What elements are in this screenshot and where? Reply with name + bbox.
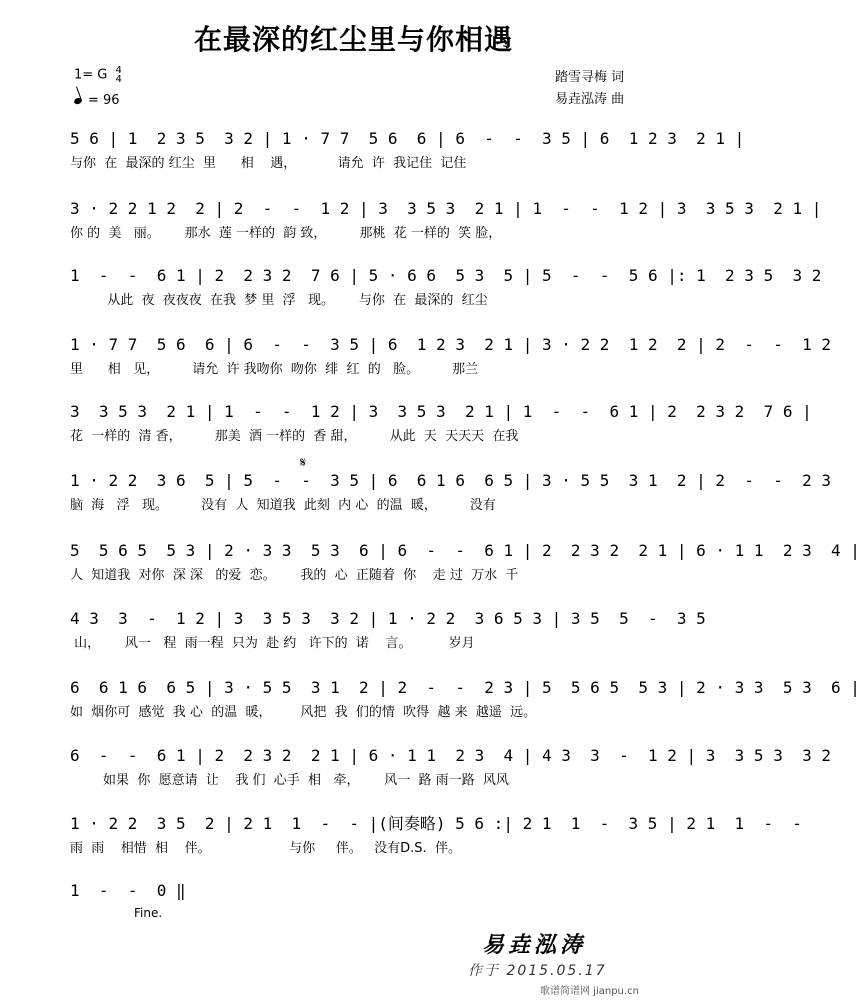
notes-line: 5 5 6 5 5 3 | 2 · 3 3 5 3 6 | 6 - - 6 1 | 2 2 3 2 2 1 | 6 · 1 1 2 3 4 |	[70, 541, 860, 560]
lyrics-line: 里 相 见， 请允 许 我吻你 吻你 绯 红 的 脸。 那兰	[70, 362, 479, 377]
score-system	[70, 677, 860, 747]
notes-line: 1 - - 0 ‖	[70, 881, 186, 900]
signature-name: 易垚泓涛	[482, 933, 587, 958]
lyrics-line: 你 的 美 丽。 那水 莲 一样的 韵 致， 那桃 花 一样的 笑 脸，	[70, 226, 502, 241]
lyrics-line: 花 一样的 清 香， 那美 酒 一样的 香 甜， 从此 天 天天天 在我	[70, 429, 519, 444]
key-label: 1= G	[74, 67, 108, 83]
lyrics-line: 脑 海 浮 现。 没有 人 知道我 此刻 内 心 的温 暖， 没有	[70, 498, 496, 513]
composer: 易垚泓涛 曲	[555, 92, 625, 107]
lyricist: 踏雪寻梅 词	[555, 70, 625, 85]
key-signature	[74, 66, 122, 84]
lyrics-line: 人 知道我 对你 深 深 的爱 恋。 我的 心 正随着 你 走 过 万水 千	[70, 568, 519, 583]
watermark: 歌谱简谱网 jianpu.cn	[540, 986, 639, 997]
notes-line: 1 - - 6 1 | 2 2 3 2 7 6 | 5 · 6 6 5 3 5 | 5 - - 5 6 |: 1 2 3 5 3 2	[70, 266, 822, 285]
signature-date: 作于 2015.05.17	[468, 963, 607, 979]
score-system	[70, 540, 860, 610]
notes-line: 4 3 3 - 1 2 | 3 3 5 3 3 2 | 1 · 2 2 3 6 5 3 | 3 5 5 - 3 5	[70, 609, 706, 628]
lyrics-line: 与你 在 最深的 红尘 里 相 遇， 请允 许 我记住 记住	[70, 156, 467, 171]
segno-icon: 𝄋	[300, 455, 307, 471]
notes-line: 5 6 | 1 2 3 5 3 2 | 1 · 7 7 5 6 6 | 6 - - 3 5 | 6 1 2 3 2 1 |	[70, 129, 745, 148]
notes-line: 6 6 1 6 6 5 | 3 · 5 5 3 1 2 | 2 - - 2 3 | 5 5 6 5 5 3 | 2 · 3 3 5 3 6 |	[70, 678, 860, 697]
score-system	[70, 128, 745, 198]
tempo	[74, 93, 120, 108]
lyrics-line: 雨 雨 相惜 相 伴。 与你 伴。 没有D.S. 伴。	[70, 841, 461, 856]
score-system	[70, 401, 812, 471]
page-title: 在最深的红尘里与你相遇	[193, 23, 513, 56]
lyrics-line: 如果 你 愿意请 让 我 们 心手 相 牵， 风一 路 雨一路 风风	[70, 773, 509, 788]
score-system	[70, 265, 822, 335]
notes-line: 1 · 7 7 5 6 6 | 6 - - 3 5 | 6 1 2 3 2 1 | 3 · 2 2 1 2 2 | 2 - - 1 2	[70, 335, 831, 354]
lyrics-line: 如 烟你可 感觉 我 心 的温 暖， 风把 我 们的情 吹得 越 来 越遥 远。	[70, 705, 537, 720]
notes-line: 3 · 2 2 1 2 2 | 2 - - 1 2 | 3 3 5 3 2 1 | 1 - - 1 2 | 3 3 5 3 2 1 |	[70, 199, 822, 218]
score-system	[70, 198, 822, 268]
score-system	[70, 608, 706, 678]
notes-line: 3 3 5 3 2 1 | 1 - - 1 2 | 3 3 5 3 2 1 | 1 - - 6 1 | 2 2 3 2 7 6 |	[70, 402, 812, 421]
tempo-value: = 96	[88, 93, 120, 108]
fine-mark: Fine.	[134, 906, 163, 920]
lyrics-line: 从此 夜 夜夜夜 在我 梦 里 浮 现。 与你 在 最深的 红尘	[70, 293, 488, 308]
notes-line: 1 · 2 2 3 5 2 | 2 1 1 - - |(间奏略) 5 6 :| 2 1 1 - 3 5 | 2 1 1 - -	[70, 814, 802, 833]
time-num: 4	[115, 65, 122, 76]
score-system	[70, 470, 831, 540]
score-system	[70, 745, 831, 815]
notes-line: 6 - - 6 1 | 2 2 3 2 2 1 | 6 · 1 1 2 3 4 | 4 3 3 - 1 2 | 3 3 5 3 3 2	[70, 746, 831, 765]
lyrics-line: 山， 风一 程 雨一程 只为 赴 约 许下的 诺 言。 岁月	[70, 636, 475, 651]
score-system	[70, 813, 802, 883]
time-den: 4	[115, 74, 122, 85]
notes-line: 1 · 2 2 3 6 5 | 5 - - 3 5 | 6 6 1 6 6 5 | 3 · 5 5 3 1 2 | 2 - - 2 3	[70, 471, 831, 490]
time-signature	[116, 66, 122, 84]
quarter-note-icon	[73, 97, 83, 105]
score-system	[70, 334, 831, 404]
